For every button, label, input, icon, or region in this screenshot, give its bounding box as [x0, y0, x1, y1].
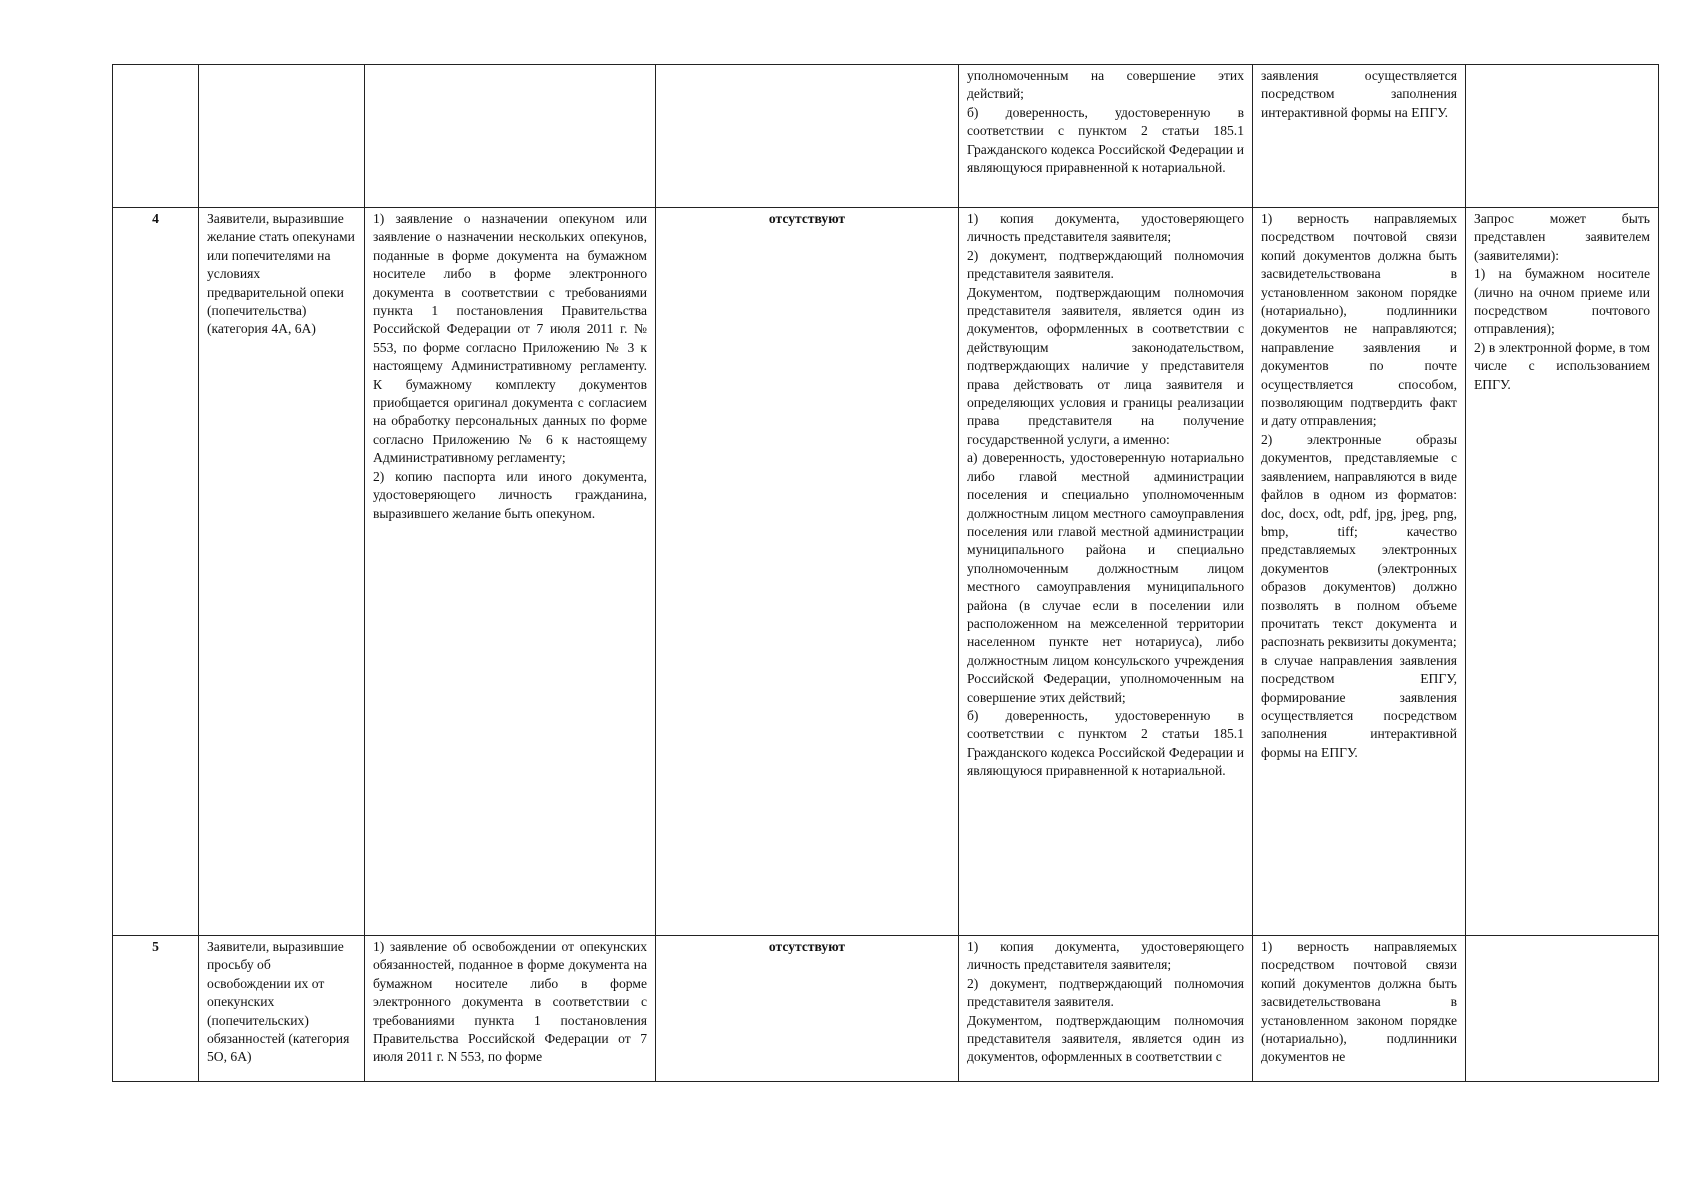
paragraph: заявления осуществляется посредством заполнения интерактивной формы на ЕПГУ. [1261, 68, 1457, 120]
paragraph: уполномоченным на совершение этих действий; [967, 68, 1244, 102]
other-documents-cell [656, 65, 959, 208]
paragraph: 2) электронные образы документов, представляемые с заявлением, направляются в виде файлов в одном из форматов: doc, docx, odt, pdf, jpg, jpeg, png, bmp, tiff; качество представляемых электронных документов (электронных образов документов) должно позволять в полном объеме прочитать текст документа и распознать реквизиты документа; [1261, 431, 1457, 650]
paragraph: Документом, подтверждающим полномочия представителя заявителя, является один из документов, оформленных в соответствии с [967, 1012, 1244, 1065]
paragraph: 1) заявление об освобождении от опекунских обязанностей, поданное в форме документа на бумажном носителе либо в форме электронного документа в соответствии с требованиями пункта 1 постановления Правительства Российской Федерации от 7 июля 2011 г. N 553, по форме [373, 939, 647, 1065]
documents-cell [365, 208, 656, 936]
representative-documents-cell [959, 65, 1253, 208]
paragraph: а) доверенность, удостоверенную нотариально либо главой местной администрации поселения и специально уполномоченным должностным лицом местного самоуправления поселения или главой местной администрации муниципального района и специально уполномоченным должностным лицом местного самоуправления муниципального района (в случае если в поселении или расположенном на межселенной территории населенном пункте нет нотариуса), либо должностным лицом консульского учреждения Российской Федерации, уполномоченным на совершение этих действий; [967, 450, 1244, 705]
paragraph: 2) документ, подтверждающий полномочия представителя заявителя. [967, 975, 1244, 1010]
applicants-text: Заявители, выразившие желание стать опекунами или попечителями на условиях предварительной опеки (попечительства) (категория 4А, 6А) [207, 211, 355, 337]
table-row [113, 65, 1659, 208]
paragraph: 2) в электронной форме, в том числе с использованием ЕПГУ. [1474, 339, 1650, 392]
table-row [113, 936, 1659, 1082]
other-documents-text: отсутствуют [768, 211, 846, 226]
other-documents-cell [656, 936, 959, 1082]
documents-cell [365, 936, 656, 1082]
applicants-cell [199, 65, 365, 208]
row-number: 4 [152, 211, 159, 226]
paragraph: 1) на бумажном носителе (лично на очном приеме или посредством почтового отправления); [1474, 266, 1650, 337]
applicants-text: Заявители, выразившие просьбу об освобождении их от опекунских (попечительских) обязанностей (категория 5О, 6А) [207, 939, 350, 1065]
paragraph: Запрос может быть представлен заявителем (заявителями): [1474, 211, 1650, 263]
paragraph: 2) копию паспорта или иного документа, удостоверяющего личность гражданина, выразившего желание быть опекуном. [373, 468, 647, 521]
applicants-cell [199, 936, 365, 1082]
requirements-cell [1253, 936, 1466, 1082]
requirements-cell [1253, 208, 1466, 936]
paragraph: 1) копия документа, удостоверяющего личность представителя заявителя; [967, 939, 1244, 973]
paragraph: 2) документ, подтверждающий полномочия представителя заявителя. [967, 247, 1244, 282]
paragraph: 1) заявление о назначении опекуном или заявление о назначении нескольких опекунов, поданные в форме документа на бумажном носителе либо в форме электронного документа в соответствии с требованиями пункта 1 постановления Правительства Российской Федерации от 7 июля 2011 г. № 553, по форме согласно Приложению № 3 к настоящему Административному регламенту. К бумажному комплекту документов приобщается оригинал документа с согласием на обработку персональных данных по форме согласно Приложению № 6 к настоящему Административному регламенту; [373, 211, 647, 466]
paragraph: 1) копия документа, удостоверяющего личность представителя заявителя; [967, 211, 1244, 245]
request-cell [1466, 208, 1659, 936]
row-number-cell [113, 936, 199, 1082]
paragraph: б) доверенность, удостоверенную в соответствии с пунктом 2 статьи 185.1 Гражданского кодекса Российской Федерации и являющуюся приравненной к нотариальной. [967, 707, 1244, 779]
documents-table [112, 64, 1659, 1082]
row-number: 5 [152, 939, 159, 954]
other-documents-text: отсутствуют [768, 939, 846, 954]
applicants-cell [199, 208, 365, 936]
paragraph: б) доверенность, удостоверенную в соответствии с пунктом 2 статьи 185.1 Гражданского кодекса Российской Федерации и являющуюся приравненной к нотариальной. [967, 104, 1244, 176]
representative-documents-cell [959, 936, 1253, 1082]
representative-documents-cell [959, 208, 1253, 936]
paragraph: 1) верность направляемых посредством почтовой связи копий документов должна быть засвидетельствована в установленном законом порядке (нотариально), подлинники документов не направляются; направление заявления и документов по почте осуществляется способом, позволяющим подтвердить факт и дату отправления; [1261, 211, 1457, 429]
table-row [113, 208, 1659, 936]
paragraph: в случае направления заявления посредством ЕПГУ, формирование заявления осуществляется посредством заполнения интерактивной формы на ЕПГУ. [1261, 652, 1457, 760]
row-number-cell [113, 208, 199, 936]
request-cell [1466, 65, 1659, 208]
row-number-cell [113, 65, 199, 208]
documents-cell [365, 65, 656, 208]
requirements-cell [1253, 65, 1466, 208]
other-documents-cell [656, 208, 959, 936]
paragraph: Документом, подтверждающим полномочия представителя заявителя, является один из документов, оформленных в соответствии с действующим законодательством, подтверждающих наличие у представителя права действовать от лица заявителя и определяющих условия и границы реализации права представителя на получение государственной услуги, а именно: [967, 284, 1244, 447]
paragraph: 1) верность направляемых посредством почтовой связи копий документов должна быть засвидетельствована в установленном законом порядке (нотариально), подлинники документов не [1261, 939, 1457, 1065]
request-cell [1466, 936, 1659, 1082]
